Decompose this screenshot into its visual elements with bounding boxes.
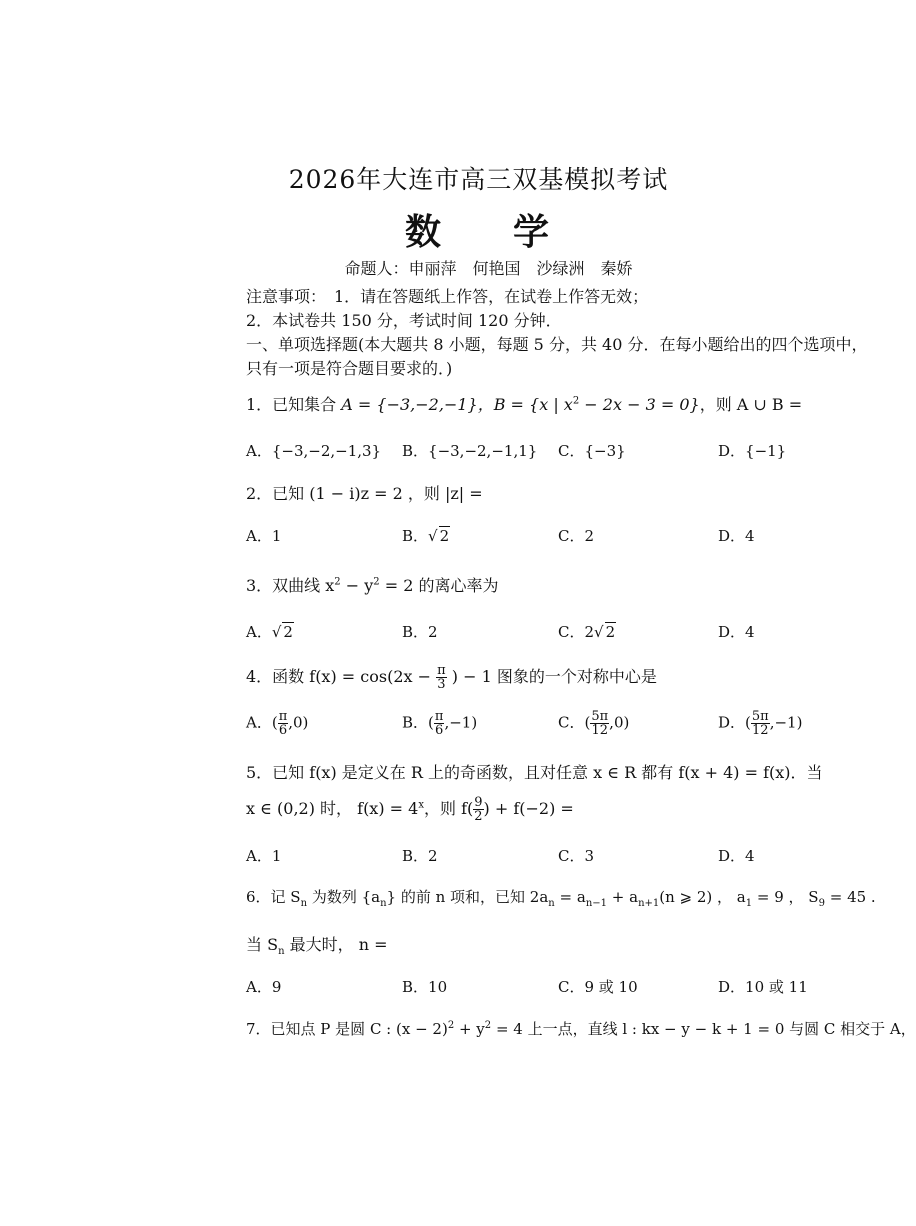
- question-4-stem: 4．函数 f(x) = cos(2x − $\frac{\pi}{3}$ ) − 1 图象的一个对称中心是: [246, 663, 657, 692]
- section-heading-2: 只有一项是符合题目要求的．): [246, 359, 453, 378]
- question-1-stem: 1．已知集合 A = {−3,−2,−1}，B = {x | $x^2 - 2x - 3 = 0$}，则 A ∪ B =: [246, 395, 803, 414]
- question-3-option-d: D．4: [718, 623, 755, 641]
- question-6-stem-line-1: 6．记 $S_n$ 为数列 $\{a_n\}$ 的前 n 项和，已知 $2a_n = a_{n-1} + a_{n+1}(n$ ⩾ 2) ， $a_1 = 9$ ， $S_9 = 45$ .: [246, 888, 876, 909]
- authors-line: 命题人：申丽萍 何艳国 沙绿洲 秦娇: [344, 259, 633, 278]
- question-2-option-c: C．2: [558, 527, 595, 545]
- notes-line-1: 注意事项： 1．请在答题纸上作答，在试卷上作答无效；: [246, 287, 649, 306]
- question-5-option-c: C．3: [558, 847, 595, 865]
- question-2-option-a: A．1: [246, 527, 282, 545]
- notes-line-2: 2．本试卷共 150 分，考试时间 120 分钟．: [246, 311, 562, 330]
- question-4-option-d: D．( $\frac{5\pi}{12}$ ,−1): [718, 709, 803, 738]
- question-5-stem-line-1: 5．已知 f(x) 是定义在 R 上的奇函数，且对任意 x ∈ R 都有 f(x + 4) = f(x)．当: [246, 763, 823, 782]
- question-5-stem-line-2: x ∈ (0,2) 时， $f(x) = 4^x$，则 f( $\frac{9}{2}$ ) + f(−2) =: [246, 795, 574, 824]
- question-3-option-a: A．√ 2: [246, 623, 293, 641]
- question-3-option-b: B．2: [402, 623, 438, 641]
- question-6-stem-line-2: 当 $S_n$ 最大时， n =: [246, 935, 388, 958]
- question-2-stem: 2．已知 (1 − i)z = 2 ，则 |z| =: [246, 484, 483, 503]
- question-2-option-d: D．4: [718, 527, 755, 545]
- question-7-stem: 7．已知点 P 是圆 C : $(x - 2)^2 + y^2 = 4$ 上一点，直线 l : kx − y − k + 1 = 0 与圆 C 相交于 A，: [246, 1020, 916, 1038]
- question-1-option-b: B．{−3,−2,−1,1}: [402, 442, 538, 460]
- question-5-option-d: D．4: [718, 847, 755, 865]
- question-3-option-c: C．2√ 2: [558, 623, 616, 641]
- question-1-option-a: A．{−3,−2,−1,3}: [246, 442, 382, 460]
- question-6-option-a: A．9: [246, 978, 282, 996]
- question-6-option-b: B．10: [402, 978, 448, 996]
- fraction-9-over-2: $\frac{9}{2}$: [474, 795, 483, 824]
- question-1-option-c: C．{−3}: [558, 442, 626, 460]
- exam-title: 2026年大连市高三双基模拟考试: [288, 165, 669, 194]
- question-1-option-d: D．{−1}: [718, 442, 787, 460]
- question-6-option-c: C．9 或 10: [558, 978, 638, 996]
- question-6-option-d: D．10 或 11: [718, 978, 808, 996]
- section-heading-1: 一、单项选择题(本大题共 8 小题，每题 5 分，共 40 分．在每小题给出的四个选项中，: [246, 335, 868, 354]
- question-4-option-c: C．( $\frac{5\pi}{12}$ ,0): [558, 709, 630, 738]
- subject-title: 数 学: [404, 211, 567, 253]
- question-4-option-b: B．( $\frac{\pi}{6}$ ,−1): [402, 709, 478, 738]
- question-3-stem: 3．双曲线 $x^2 - y^2 = 2$ 的离心率为: [246, 576, 499, 595]
- question-2-option-b: B．√ 2: [402, 527, 450, 545]
- question-5-option-b: B．2: [402, 847, 438, 865]
- question-4-option-a: A．( $\frac{\pi}{6}$ ,0): [246, 709, 309, 738]
- question-5-option-a: A．1: [246, 847, 282, 865]
- fraction-pi-over-3: $\frac{\pi}{3}$: [437, 663, 446, 692]
